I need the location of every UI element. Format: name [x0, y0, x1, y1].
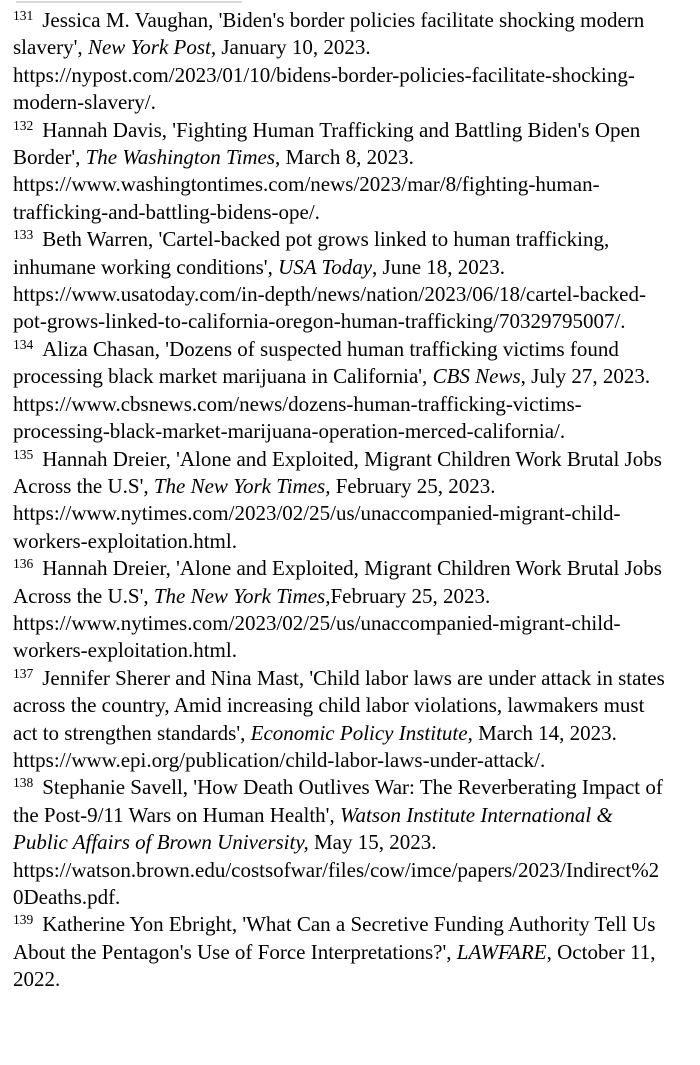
footnote-url: https://www.epi.org/publication/child-labor-laws-under-attack/.	[13, 747, 546, 772]
footnote-text-segment: , June 18, 2023.	[372, 254, 506, 279]
footnote-139	[13, 911, 667, 993]
footnote-text-segment: The New York Times,	[153, 583, 331, 608]
footnote-number: 131	[13, 8, 34, 23]
footnote-text-segment: Beth Warren, 'Cartel-backed pot grows linked to human trafficking, inhumane working conditions',	[13, 227, 610, 279]
footnote-137	[13, 665, 667, 775]
footnote-text-segment: February 25, 2023.	[330, 583, 491, 608]
footnote-number: 139	[13, 912, 34, 928]
footnote-url: https://www.nytimes.com/2023/02/25/us/unaccompanied-migrant-child-workers-exploitation.html.	[13, 501, 621, 553]
footnotes-list	[13, 7, 667, 994]
footnote-136	[13, 555, 667, 665]
footnote-separator-line	[16, 1, 242, 3]
footnote-text-segment: May 15, 2023.	[308, 830, 437, 855]
footnote-url: https://www.usatoday.com/in-depth/news/nation/2023/06/18/cartel-backed-pot-grows-linked-to-california-oregon-human-trafficking/70329795007/.	[13, 282, 646, 334]
footnote-number: 136	[13, 556, 34, 572]
footnote-number: 135	[13, 446, 34, 462]
footnote-number: 132	[13, 117, 34, 133]
footnote-text-segment: February 25, 2023.	[330, 473, 496, 498]
footnote-text-segment: Hannah Davis, 'Fighting Human Trafficking and Battling Biden's Open Border',	[13, 117, 641, 170]
footnote-url: https://nypost.com/2023/01/10/bidens-border-policies-facilitate-shocking-modern-slavery/.	[13, 62, 635, 115]
footnote-text-segment: Stephanie Savell, 'How Death Outlives War: The Reverberating Impact of the Post-9/11 Wars on Human Health',	[13, 775, 663, 827]
footnote-text-segment: USA Today	[278, 254, 373, 279]
footnote-131	[13, 7, 667, 117]
footnote-text-segment: Aliza Chasan, 'Dozens of suspected human trafficking victims found processing black market marijuana in California',	[13, 336, 619, 389]
footnote-text-segment: Economic Policy Institute	[250, 720, 468, 745]
footnote-url: https://watson.brown.edu/costsofwar/files/cow/imce/papers/2023/Indirect%20Deaths.pdf.	[13, 857, 660, 909]
footnote-text-segment: , March 14, 2023.	[467, 720, 617, 745]
footnote-138	[13, 774, 667, 911]
footnote-text-segment: Jennifer Sherer and Nina Mast, 'Child labor laws are under attack in states across the country, Amid increasing child labor violations, lawmakers must act to strengthen standards',	[13, 665, 665, 745]
footnote-134	[13, 336, 667, 446]
footnote-text-segment: , January 10, 2023.	[210, 35, 371, 60]
footnote-number: 134	[13, 336, 34, 352]
footnote-text-segment: Katherine Yon Ebright, 'What Can a Secretive Funding Authority Tell Us About the Pentagon's Use of Force Interpretations?',	[13, 912, 656, 964]
footnote-url: https://www.nytimes.com/2023/02/25/us/unaccompanied-migrant-child-workers-exploitation.html.	[13, 610, 621, 663]
footnote-number: 133	[13, 227, 34, 243]
footnote-text-segment: Watson Institute International & Public Affairs of Brown University,	[13, 802, 613, 855]
footnote-text-segment: LAWFARE	[456, 939, 547, 964]
footnote-text-segment: , October 11, 2022.	[13, 939, 656, 992]
footnote-number: 138	[13, 775, 34, 791]
footnote-text-segment: , July 27, 2023.	[520, 364, 651, 389]
footnote-text-segment: Hannah Dreier, 'Alone and Exploited, Migrant Children Work Brutal Jobs Across the U.S',	[13, 556, 662, 608]
footnote-text-segment: CBS News	[432, 364, 521, 389]
footnote-url: https://www.cbsnews.com/news/dozens-human-trafficking-victims-processing-black-market-marijuana-operation-merced-california/.	[13, 391, 582, 444]
footnote-135	[13, 446, 667, 556]
footnote-text-segment: The Washington Times	[85, 145, 276, 170]
footnote-text-segment: Jessica M. Vaughan, 'Biden's border policies facilitate shocking modern slavery',	[13, 8, 645, 60]
footnote-url: https://www.washingtontimes.com/news/2023/mar/8/fighting-human-trafficking-and-battling-bidens-ope/.	[13, 172, 600, 224]
footnote-text-segment: Hannah Dreier, 'Alone and Exploited, Migrant Children Work Brutal Jobs Across the U.S',	[13, 446, 662, 498]
footnote-text-segment: New York Post	[87, 35, 211, 60]
footnote-text-segment: , March 8, 2023.	[275, 145, 414, 170]
footnote-text-segment: The New York Times,	[153, 473, 331, 498]
footnote-number: 137	[13, 665, 34, 681]
footnote-132	[13, 117, 667, 227]
footnote-133	[13, 226, 667, 336]
